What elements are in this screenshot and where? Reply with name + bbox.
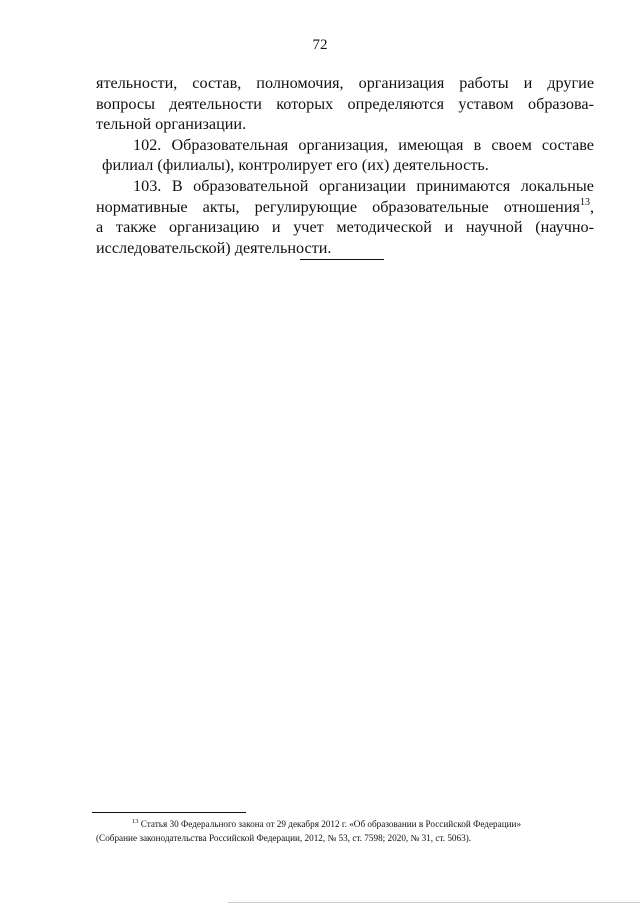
text-line: исследовательской) деятельности. [96, 238, 332, 257]
footnote [96, 818, 596, 845]
text-line: а также организацию и учет методической и научной (научно- [96, 218, 594, 237]
text-fragment: , [589, 197, 594, 216]
paragraph-continued [96, 73, 594, 135]
footnote-line: (Собрание законодательства Российской Федерации, 2012, № 53, ст. 7598; 2020, № 31, ст. 5063). [96, 832, 472, 843]
footnote-rule [92, 812, 246, 813]
text-line: филиал (филиалы), контролирует его (их) деятельность. [102, 156, 489, 175]
scan-edge-line [228, 902, 640, 903]
paragraph-103 [96, 176, 594, 258]
page-number: 72 [312, 37, 328, 53]
text-line-with-footnote [96, 197, 594, 218]
text-line: 102. Образовательная организация, имеющая в своем составе [133, 135, 594, 154]
section-separator [300, 259, 384, 260]
footnote-marker: 13 [132, 818, 139, 825]
text-line: ятельности, состав, полномочия, организация работы и другие [96, 74, 594, 92]
text-line: 103. В образовательной организации принимаются локальные [133, 176, 594, 195]
text-line: тельной организации. [96, 115, 247, 134]
paragraph-102 [96, 135, 594, 176]
text-fragment: нормативные акты, регулирующие образовательные отношения [96, 197, 580, 216]
footnote-text: Статья 30 Федерального закона от 29 декабря 2012 г. «Об образовании в Российской Федерации» [140, 819, 522, 829]
footnote-line [96, 818, 596, 832]
footnote-reference: 13 [579, 196, 590, 208]
body-text [96, 73, 594, 258]
text-line: вопросы деятельности которых определяются уставом образова- [96, 94, 594, 113]
